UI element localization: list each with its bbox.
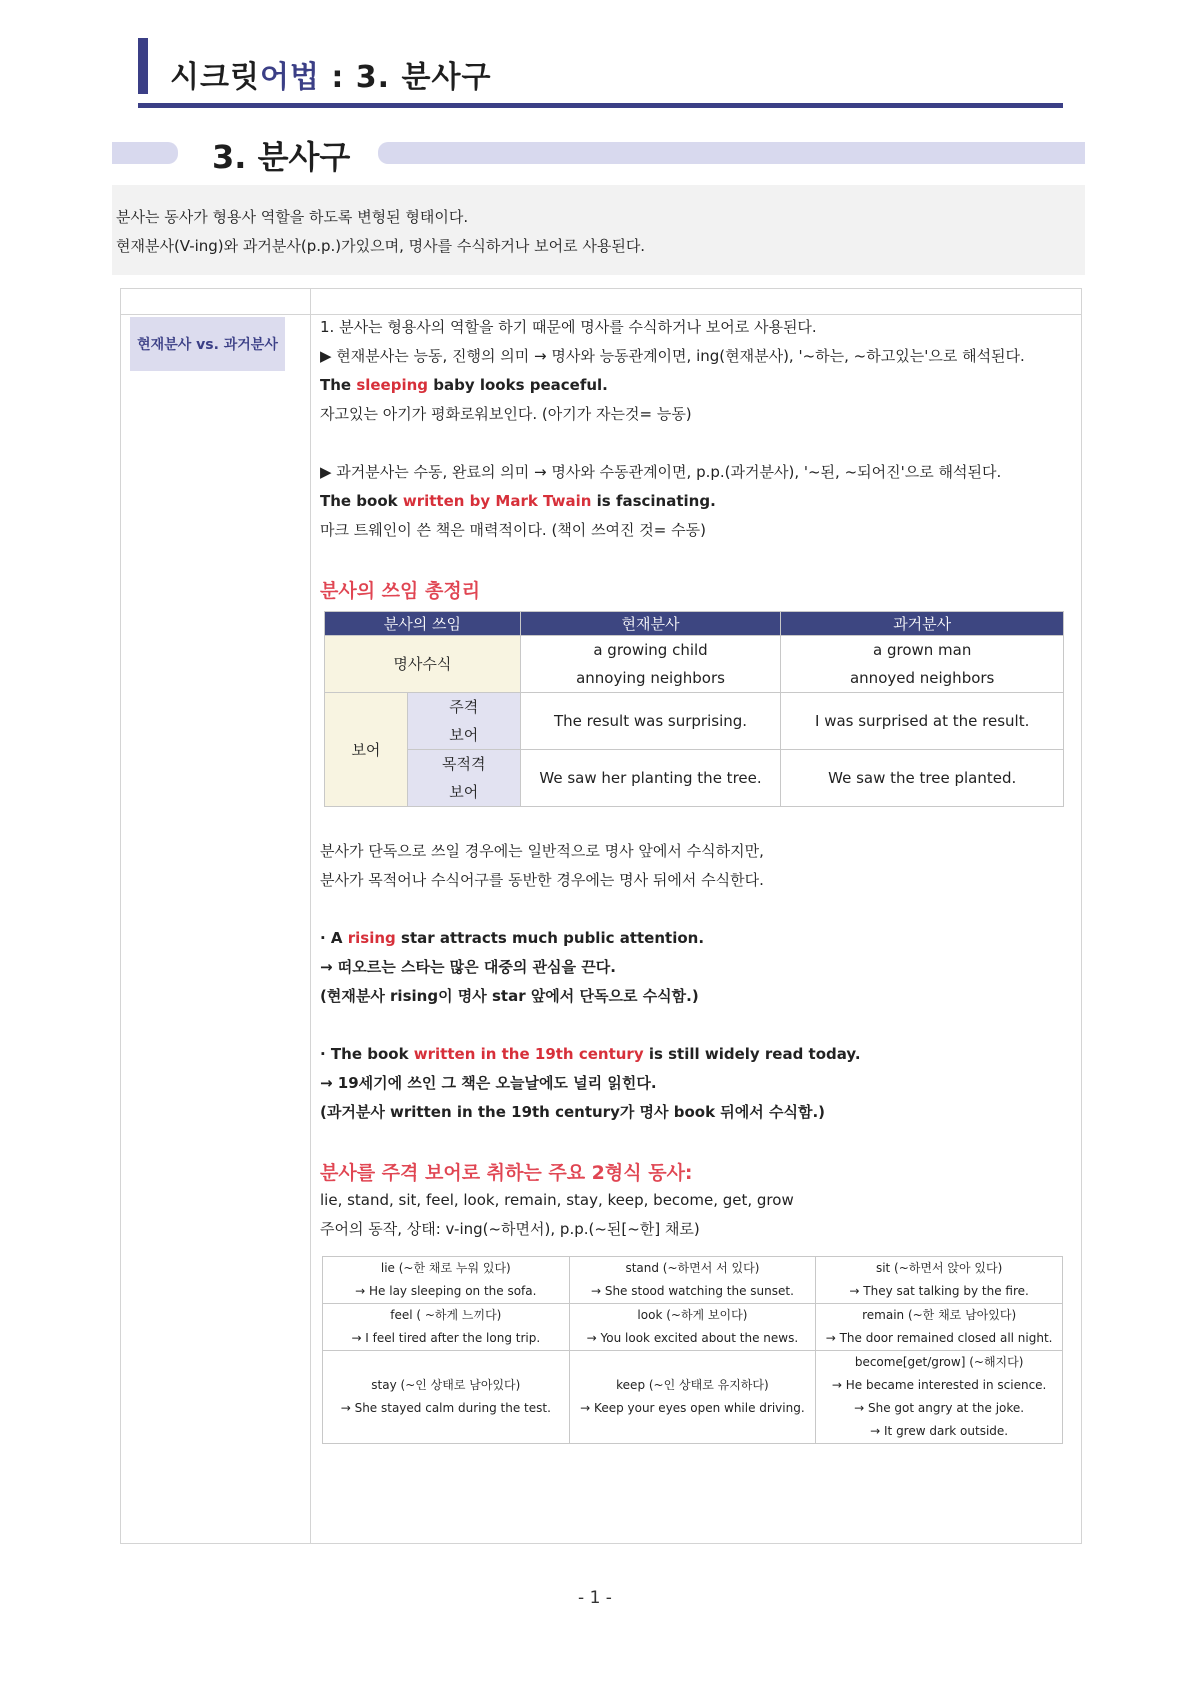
subject-complement-label <box>407 693 520 750</box>
verb-cell-lie <box>323 1257 570 1304</box>
verb-cell-become <box>816 1351 1063 1444</box>
modifier-past-1: a grown man <box>873 641 972 659</box>
position-example-2-translation: → 19세기에 쓰인 그 책은 오늘날에도 널리 읽힌다. <box>320 1074 657 1092</box>
verb-example: → I feel tired after the long trip. <box>351 1331 541 1345</box>
verbs-list: lie, stand, sit, feel, look, remain, stay, keep, become, get, grow <box>320 1191 794 1209</box>
object-present-cell: We saw her planting the tree. <box>520 750 781 807</box>
main-content <box>320 313 1080 545</box>
position-example-1-note: (현재분사 rising이 명사 star 앞에서 단독으로 수식함.) <box>320 987 699 1005</box>
present-participle-rule: ▶ 현재분사는 능동, 진행의 의미 → 명사와 능동관계이면, ing(현재분사), '~하는, ~하고있는'으로 해석된다. <box>320 347 1025 365</box>
verb-title: look (~하게 보이다) <box>637 1308 748 1322</box>
subject-comp-line-2: 보어 <box>449 726 479 744</box>
modifier-present-cell <box>520 636 781 693</box>
section-band-left <box>112 142 178 164</box>
verb-title: become[get/grow] (~해지다) <box>854 1355 1024 1369</box>
intro-box <box>112 185 1085 275</box>
verb-example: → She stayed calm during the test. <box>340 1401 551 1415</box>
verb-cell-remain <box>816 1304 1063 1351</box>
header-underline <box>138 103 1063 108</box>
participle-usage-table <box>324 611 1064 807</box>
section-title: 3. 분사구 <box>212 138 351 176</box>
verb-title: sit (~하면서 앉아 있다) <box>875 1261 1003 1275</box>
modifier-present-1: a growing child <box>593 641 708 659</box>
position-example-1-translation: → 떠오르는 스타는 많은 대중의 관심을 끈다. <box>320 958 616 976</box>
position-line-2: 분사가 목적어나 수식어구를 동반한 경우에는 명사 뒤에서 수식한다. <box>320 871 764 889</box>
verb-cell-look <box>569 1304 816 1351</box>
verb-example: → It grew dark outside. <box>870 1424 1009 1438</box>
example-1: The sleeping baby looks peaceful. <box>320 376 608 394</box>
example-1-translation: 자고있는 아기가 평화로워보인다. (아기가 자는것= 능동) <box>320 405 692 423</box>
verb-example: → Keep your eyes open while driving. <box>580 1401 805 1415</box>
verb-example: → You look excited about the news. <box>586 1331 799 1345</box>
verb-cell-keep <box>569 1351 816 1444</box>
past-participle-rule: ▶ 과거분사는 수동, 완료의 의미 → 명사와 수동관계이면, p.p.(과거분사), '~된, ~되어진'으로 해석된다. <box>320 463 1002 481</box>
position-example-1: · A rising star attracts much public attention. <box>320 929 705 947</box>
subject-past-cell: I was surprised at the result. <box>781 693 1064 750</box>
verb-title: lie (~한 채로 누워 있다) <box>380 1261 511 1275</box>
position-example-2: · The book written in the 19th century is still widely read today. <box>320 1045 861 1063</box>
verb-example: → The door remained closed all night. <box>825 1331 1053 1345</box>
summary-heading: 분사의 쓰임 총정리 <box>320 580 481 602</box>
side-label: 현재분사 vs. 과거분사 <box>130 317 285 371</box>
object-comp-line-2: 보어 <box>449 783 479 801</box>
verb-title: feel ( ~하게 느끼다) <box>390 1308 502 1322</box>
example-2-translation: 마크 트웨인이 쓴 책은 매력적이다. (책이 쓰여진 것= 수동) <box>320 521 706 539</box>
verb-cell-stay <box>323 1351 570 1444</box>
verb-example: → He lay sleeping on the sofa. <box>355 1284 537 1298</box>
subject-present-cell: The result was surprising. <box>520 693 781 750</box>
verb-example: → They sat talking by the fire. <box>849 1284 1029 1298</box>
header-past: 과거분사 <box>781 612 1064 636</box>
header-usage: 분사의 쓰임 <box>325 612 521 636</box>
object-past-cell: We saw the tree planted. <box>781 750 1064 807</box>
page-number: - 1 - <box>578 1588 612 1608</box>
subject-comp-line-1: 주격 <box>449 698 479 716</box>
verb-title: remain (~한 채로 남아있다) <box>862 1308 1017 1322</box>
verb-example: → She stood watching the sunset. <box>590 1284 794 1298</box>
verbs-heading: 분사를 주격 보어로 취하는 주요 2형식 동사: <box>320 1162 693 1184</box>
verb-title: stay (~인 상태로 남아있다) <box>371 1378 521 1392</box>
modifier-past-cell <box>781 636 1064 693</box>
verb-cell-stand <box>569 1257 816 1304</box>
section-band-right <box>378 142 1085 164</box>
intro-line-1: 분사는 동사가 형용사 역할을 하도록 변형된 형태이다. <box>116 208 469 226</box>
intro-line-2: 현재분사(V-ing)와 과거분사(p.p.)가있으며, 명사를 수식하거나 보어로 사용된다. <box>116 237 646 255</box>
verb-cell-feel <box>323 1304 570 1351</box>
row-label-modifier: 명사수식 <box>325 636 521 693</box>
example-2: The book written by Mark Twain is fascinating. <box>320 492 716 510</box>
header-accent-bar <box>138 38 148 94</box>
modifier-present-2: annoying neighbors <box>576 669 725 687</box>
verb-example: → She got angry at the joke. <box>854 1401 1025 1415</box>
verbs-note: 주어의 동작, 상태: v-ing(~하면서), p.p.(~된[~한] 채로) <box>320 1220 700 1238</box>
linking-verbs-table <box>322 1256 1063 1444</box>
page-header-title: 시크릿어법 : 3. 분사구 <box>170 60 492 95</box>
position-line-1: 분사가 단독으로 쓰일 경우에는 일반적으로 명사 앞에서 수식하지만, <box>320 842 764 860</box>
row-label-complement: 보어 <box>325 693 408 807</box>
object-comp-line-1: 목적격 <box>442 755 486 773</box>
position-example-2-note: (과거분사 written in the 19th century가 명사 book 뒤에서 수식함.) <box>320 1103 826 1121</box>
verb-title: keep (~인 상태로 유지하다) <box>616 1378 769 1392</box>
verb-example: → He became interested in science. <box>831 1378 1047 1392</box>
verb-title: stand (~하면서 서 있다) <box>625 1261 760 1275</box>
frame-divider-vertical <box>310 289 311 1543</box>
modifier-past-2: annoyed neighbors <box>849 669 995 687</box>
object-complement-label <box>407 750 520 807</box>
position-section <box>320 837 1080 1127</box>
verb-cell-sit <box>816 1257 1063 1304</box>
header-present: 현재분사 <box>520 612 781 636</box>
point-1: 1. 분사는 형용사의 역할을 하기 때문에 명사를 수식하거나 보어로 사용된다. <box>320 318 817 336</box>
